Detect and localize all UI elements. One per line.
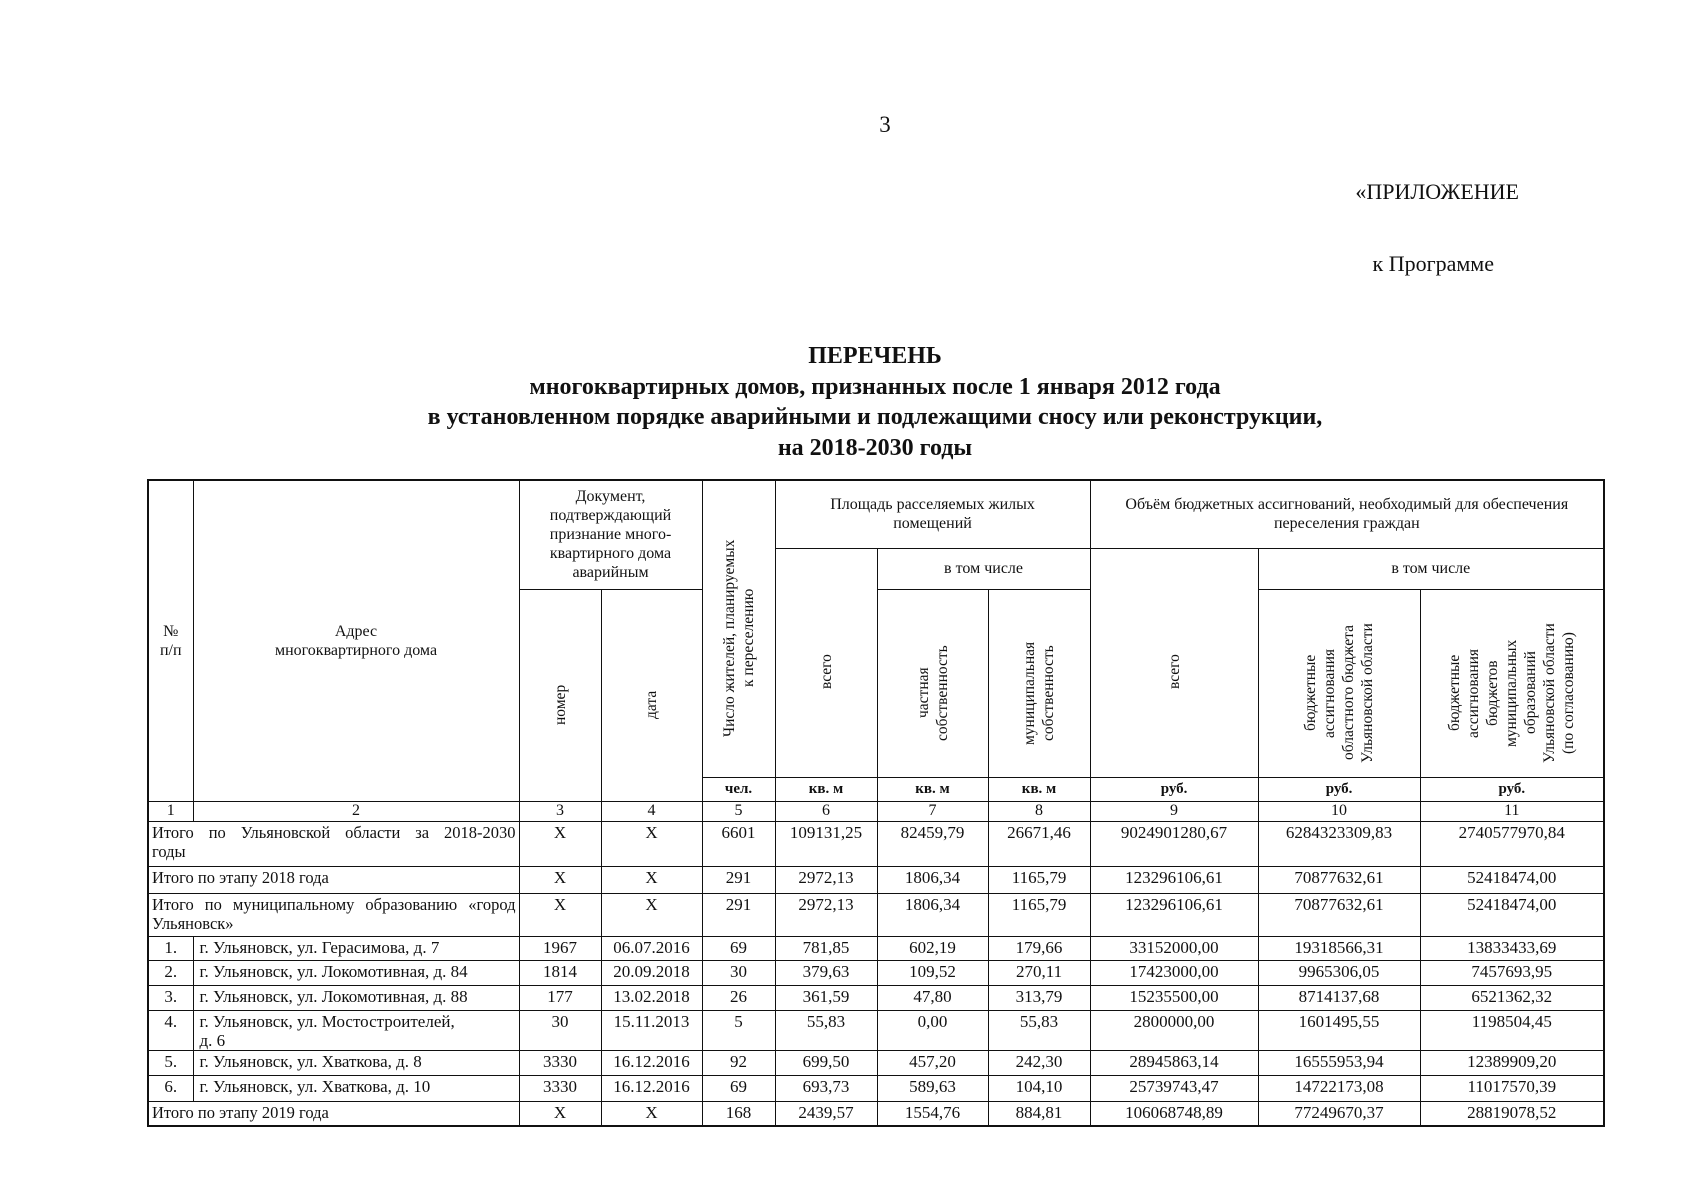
document-heading [147, 341, 1603, 463]
header-area: Площадь расселяемых жилых помещений [775, 480, 1090, 548]
doc-number-cell: 177 [519, 985, 601, 1010]
doc-number-cell: Х [519, 866, 601, 893]
header-doc-date [601, 589, 702, 801]
budget-total-cell: 25739743,47 [1090, 1075, 1258, 1101]
header-budget-total-text: всего [1165, 654, 1183, 690]
residents-cell: 5 [702, 1010, 775, 1050]
area-total-cell: 781,85 [775, 936, 877, 960]
residents-cell: 6601 [702, 821, 775, 866]
column-number: 8 [988, 801, 1090, 821]
header-area-total-text: всего [817, 654, 835, 690]
budget-total-cell: 123296106,61 [1090, 866, 1258, 893]
header-row-number: № п/п [148, 480, 193, 801]
housing-list-table [147, 479, 1605, 1127]
doc-date-cell: 16.12.2016 [601, 1050, 702, 1075]
column-number: 9 [1090, 801, 1258, 821]
budget-municipal-cell: 13833433,69 [1420, 936, 1604, 960]
total-label-cell: Итого по этапу 2018 года [148, 866, 519, 893]
budget-total-cell: 123296106,61 [1090, 893, 1258, 936]
area-municipal-cell: 1165,79 [988, 866, 1090, 893]
budget-municipal-cell: 6521362,32 [1420, 985, 1604, 1010]
address-cell: г. Ульяновск, ул. Локомотивная, д. 84 [193, 960, 519, 985]
row-number-cell: 2. [148, 960, 193, 985]
address-cell: г. Ульяновск, ул. Хваткова, д. 8 [193, 1050, 519, 1075]
table-total-row [148, 821, 1604, 866]
area-municipal-cell: 104,10 [988, 1075, 1090, 1101]
column-number: 6 [775, 801, 877, 821]
budget-municipal-cell: 52418474,00 [1420, 893, 1604, 936]
column-number: 3 [519, 801, 601, 821]
area-private-cell: 602,19 [877, 936, 988, 960]
header-budget-regional [1258, 589, 1420, 777]
doc-date-cell: Х [601, 1101, 702, 1126]
area-municipal-cell: 270,11 [988, 960, 1090, 985]
residents-cell: 69 [702, 1075, 775, 1101]
page-number: 3 [879, 112, 891, 137]
header-area-including: в том числе [877, 548, 1090, 589]
column-number: 1 [148, 801, 193, 821]
table-row [148, 1050, 1604, 1075]
heading-line-2: многоквартирных домов, признанных после 1 января 2012 года [529, 373, 1221, 400]
header-residents-text: Число жителей, планируемых к переселению [720, 539, 757, 737]
table-header [148, 480, 1604, 821]
column-number: 5 [702, 801, 775, 821]
budget-total-cell: 9024901280,67 [1090, 821, 1258, 866]
header-budget-municipal [1420, 589, 1604, 777]
column-number: 7 [877, 801, 988, 821]
header-document: Документ, подтверждающий признание много- квартирного дома аварийным [519, 480, 702, 589]
header-area-private [877, 589, 988, 777]
budget-total-cell: 17423000,00 [1090, 960, 1258, 985]
area-private-cell: 82459,79 [877, 821, 988, 866]
area-total-cell: 55,83 [775, 1010, 877, 1050]
header-doc-number [519, 589, 601, 801]
budget-total-cell: 106068748,89 [1090, 1101, 1258, 1126]
area-total-cell: 699,50 [775, 1050, 877, 1075]
area-municipal-cell: 242,30 [988, 1050, 1090, 1075]
column-number: 11 [1420, 801, 1604, 821]
area-total-cell: 379,63 [775, 960, 877, 985]
budget-regional-cell: 8714137,68 [1258, 985, 1420, 1010]
budget-municipal-cell: 11017570,39 [1420, 1075, 1604, 1101]
table-total-row [148, 1101, 1604, 1126]
doc-number-cell: Х [519, 893, 601, 936]
table-total-row [148, 893, 1604, 936]
area-total-cell: 361,59 [775, 985, 877, 1010]
budget-total-cell: 15235500,00 [1090, 985, 1258, 1010]
doc-number-cell: Х [519, 821, 601, 866]
unit-cell: кв. м [775, 777, 877, 801]
doc-number-cell: 1814 [519, 960, 601, 985]
budget-municipal-cell: 28819078,52 [1420, 1101, 1604, 1126]
column-number: 4 [601, 801, 702, 821]
area-private-cell: 1554,76 [877, 1101, 988, 1126]
unit-cell: кв. м [988, 777, 1090, 801]
doc-date-cell: 16.12.2016 [601, 1075, 702, 1101]
row-number-cell: 3. [148, 985, 193, 1010]
area-private-cell: 1806,34 [877, 866, 988, 893]
budget-regional-cell: 9965306,05 [1258, 960, 1420, 985]
header-area-municipal [988, 589, 1090, 777]
doc-number-cell: 30 [519, 1010, 601, 1050]
table-row [148, 1010, 1604, 1050]
address-cell: г. Ульяновск, ул. Герасимова, д. 7 [193, 936, 519, 960]
area-municipal-cell: 313,79 [988, 985, 1090, 1010]
row-number-cell: 1. [148, 936, 193, 960]
doc-date-cell: 20.09.2018 [601, 960, 702, 985]
doc-number-cell: 1967 [519, 936, 601, 960]
budget-total-cell: 33152000,00 [1090, 936, 1258, 960]
header-budget-regional-text: бюджетные ассигнования областного бюджета Ульяновской области [1302, 622, 1377, 763]
budget-municipal-cell: 7457693,95 [1420, 960, 1604, 985]
area-private-cell: 0,00 [877, 1010, 988, 1050]
header-area-total [775, 548, 877, 777]
budget-regional-cell: 70877632,61 [1258, 866, 1420, 893]
address-cell: г. Ульяновск, ул. Хваткова, д. 10 [193, 1075, 519, 1101]
budget-regional-cell: 70877632,61 [1258, 893, 1420, 936]
table-row [148, 936, 1604, 960]
residents-cell: 30 [702, 960, 775, 985]
column-number: 10 [1258, 801, 1420, 821]
budget-regional-cell: 6284323309,83 [1258, 821, 1420, 866]
area-private-cell: 457,20 [877, 1050, 988, 1075]
total-label-cell: Итого по Ульяновской области за 2018-2030 годы [148, 821, 519, 866]
header-budget-total [1090, 548, 1258, 777]
budget-regional-cell: 77249670,37 [1258, 1101, 1420, 1126]
residents-cell: 69 [702, 936, 775, 960]
row-number-cell: 4. [148, 1010, 193, 1050]
budget-municipal-cell: 52418474,00 [1420, 866, 1604, 893]
budget-total-cell: 28945863,14 [1090, 1050, 1258, 1075]
unit-cell: руб. [1090, 777, 1258, 801]
budget-regional-cell: 14722173,08 [1258, 1075, 1420, 1101]
area-private-cell: 1806,34 [877, 893, 988, 936]
area-private-cell: 47,80 [877, 985, 988, 1010]
area-total-cell: 2972,13 [775, 893, 877, 936]
heading-title: ПЕРЕЧЕНЬ [808, 343, 942, 369]
address-cell: г. Ульяновск, ул. Мостостроителей, д. 6 [193, 1010, 519, 1050]
address-cell: г. Ульяновск, ул. Локомотивная, д. 88 [193, 985, 519, 1010]
total-label-cell: Итого по этапу 2019 года [148, 1101, 519, 1126]
area-municipal-cell: 884,81 [988, 1101, 1090, 1126]
residents-cell: 291 [702, 893, 775, 936]
appendix-subtitle: к Программе [1372, 251, 1494, 276]
unit-cell: кв. м [877, 777, 988, 801]
residents-cell: 26 [702, 985, 775, 1010]
heading-line-3: в установленном порядке аварийными и подлежащими сносу или реконструкции, [427, 404, 1323, 430]
area-total-cell: 109131,25 [775, 821, 877, 866]
doc-date-cell: Х [601, 866, 702, 893]
doc-number-cell: 3330 [519, 1075, 601, 1101]
area-total-cell: 2972,13 [775, 866, 877, 893]
area-private-cell: 109,52 [877, 960, 988, 985]
heading-line-4: на 2018-2030 годы [777, 434, 973, 461]
budget-regional-cell: 19318566,31 [1258, 936, 1420, 960]
column-numbers-row [148, 801, 1604, 821]
row-number-cell: 5. [148, 1050, 193, 1075]
area-municipal-cell: 55,83 [988, 1010, 1090, 1050]
area-total-cell: 693,73 [775, 1075, 877, 1101]
doc-date-cell: Х [601, 893, 702, 936]
table-total-row [148, 866, 1604, 893]
total-label-cell: Итого по муниципальному образованию «город Ульяновск» [148, 893, 519, 936]
unit-cell: руб. [1420, 777, 1604, 801]
header-budget-municipal-text: бюджетные ассигнования бюджетов муниципальных образований Ульяновской области (по согласованию) [1446, 622, 1578, 763]
area-municipal-cell: 26671,46 [988, 821, 1090, 866]
header-budget: Объём бюджетных ассигнований, необходимый для обеспечения переселения граждан [1090, 480, 1604, 548]
header-address: Адрес многоквартирного дома [193, 480, 519, 801]
area-municipal-cell: 1165,79 [988, 893, 1090, 936]
appendix-title: «ПРИЛОЖЕНИЕ [1355, 179, 1519, 204]
header-doc-date-text: дата [643, 690, 660, 719]
doc-number-cell: Х [519, 1101, 601, 1126]
residents-cell: 168 [702, 1101, 775, 1126]
doc-date-cell: 13.02.2018 [601, 985, 702, 1010]
doc-number-cell: 3330 [519, 1050, 601, 1075]
budget-total-cell: 2800000,00 [1090, 1010, 1258, 1050]
budget-regional-cell: 1601495,55 [1258, 1010, 1420, 1050]
header-budget-including: в том числе [1258, 548, 1604, 589]
table-body [148, 821, 1604, 1126]
row-number-cell: 6. [148, 1075, 193, 1101]
residents-cell: 92 [702, 1050, 775, 1075]
area-municipal-cell: 179,66 [988, 936, 1090, 960]
area-private-cell: 589,63 [877, 1075, 988, 1101]
unit-cell: чел. [702, 777, 775, 801]
header-doc-number-text: номер [551, 684, 569, 725]
table-row [148, 960, 1604, 985]
residents-cell: 291 [702, 866, 775, 893]
budget-municipal-cell: 2740577970,84 [1420, 821, 1604, 866]
doc-date-cell: Х [601, 821, 702, 866]
area-total-cell: 2439,57 [775, 1101, 877, 1126]
unit-cell: руб. [1258, 777, 1420, 801]
header-row [148, 480, 1604, 548]
table-row [148, 1075, 1604, 1101]
table-row [148, 985, 1604, 1010]
header-area-private-text: частная собственность [914, 644, 951, 741]
doc-date-cell: 06.07.2016 [601, 936, 702, 960]
header-residents [702, 480, 775, 777]
budget-municipal-cell: 12389909,20 [1420, 1050, 1604, 1075]
budget-municipal-cell: 1198504,45 [1420, 1010, 1604, 1050]
column-number: 2 [193, 801, 519, 821]
budget-regional-cell: 16555953,94 [1258, 1050, 1420, 1075]
header-area-municipal-text: муниципальная собственность [1021, 640, 1058, 745]
doc-date-cell: 15.11.2013 [601, 1010, 702, 1050]
